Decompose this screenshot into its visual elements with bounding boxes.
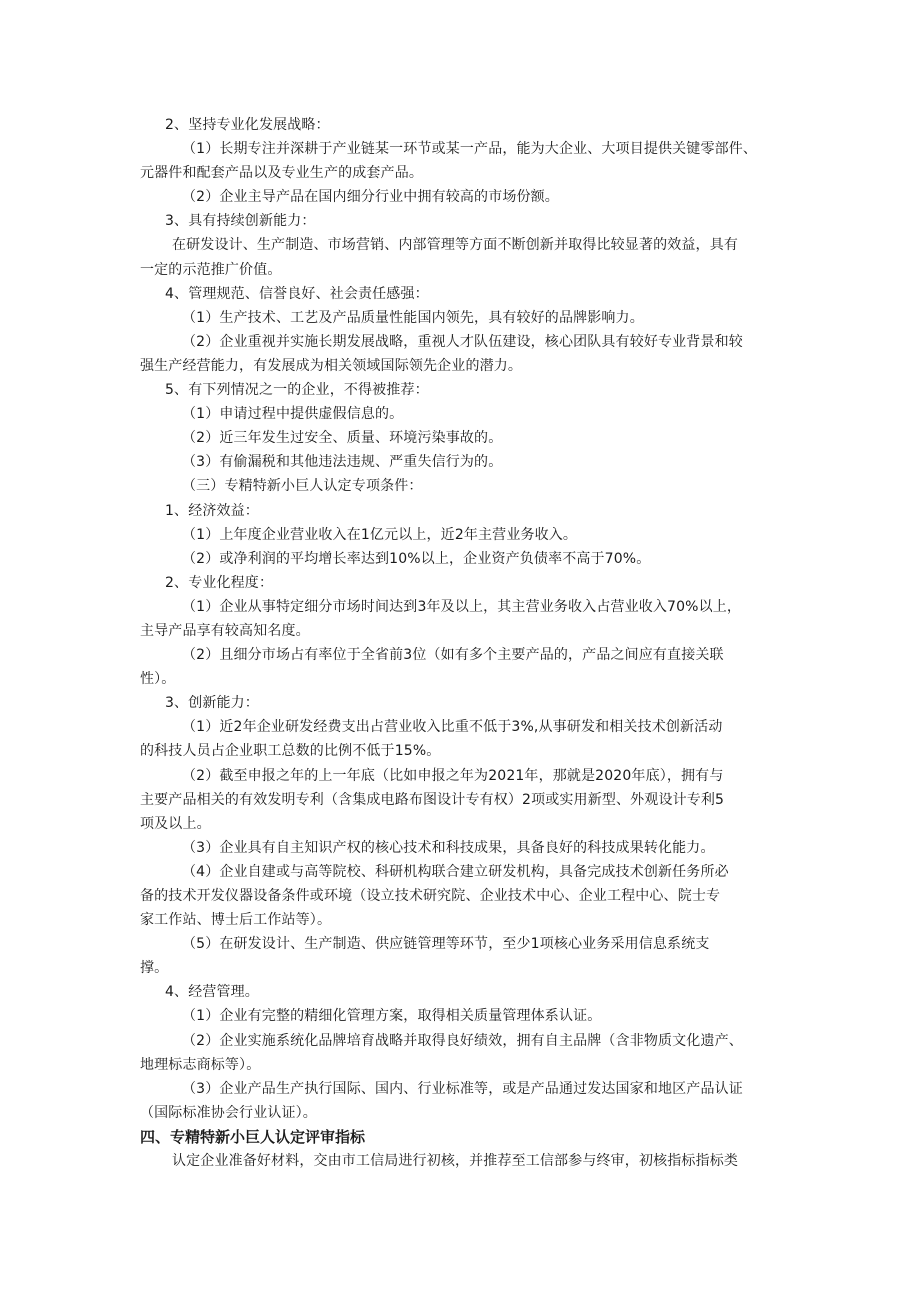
paragraph-line: 在研发设计、生产制造、市场营销、内部管理等方面不断创新并取得比较显著的效益，具有: [172, 237, 738, 254]
paragraph-line: 的科技人员占企业职工总数的比例不低于15%。: [140, 743, 441, 760]
paragraph-line: 元器件和配套产品以及专业生产的成套产品。: [140, 165, 423, 182]
paragraph-line: 主导产品享有较高知名度。: [140, 622, 310, 639]
paragraph-line: 主要产品相关的有效发明专利（含集成电路布图设计专有权）2项或实用新型、外观设计专利5: [140, 791, 725, 808]
paragraph-line: 5、有下列情况之一的企业，不得被推荐：: [165, 382, 429, 399]
paragraph-line: （三）专精特新小巨人认定专项条件：: [182, 478, 423, 495]
paragraph-line: （2）企业实施系统化品牌培育战略并取得良好绩效，拥有自主品牌（含非物质文化遗产、: [182, 1032, 743, 1049]
section-heading: 四、专精特新小巨人认定评审指标: [140, 1127, 366, 1146]
paragraph-line: （1）上年度企业营业收入在1亿元以上，近2年主营业务收入。: [182, 526, 578, 543]
paragraph-line: （1）近2年企业研发经费支出占营业收入比重不低于3%,从事研发和相关技术创新活动: [182, 719, 723, 736]
paragraph-line: （1）生产技术、工艺及产品质量性能国内领先，具有较好的品牌影响力。: [182, 309, 644, 326]
paragraph-line: （2）且细分市场占有率位于全省前3位（如有多个主要产品的，产品之间应有直接关联: [182, 647, 724, 664]
paragraph-line: （1）企业从事特定细分市场时间达到3年及以上，其主营业务收入占营业收入70%以上，: [182, 598, 742, 615]
paragraph-line: （3）有偷漏税和其他违法违规、严重失信行为的。: [182, 454, 503, 471]
paragraph-line: （2）截至申报之年的上一年底（比如申报之年为2021年，那就是2020年底），拥有与: [182, 767, 724, 784]
paragraph-line: 2、坚持专业化发展战略：: [165, 117, 330, 133]
paragraph-line: 撑。: [140, 960, 169, 977]
paragraph-line: （3）企业产品生产执行国际、国内、行业标准等，或是产品通过发达国家和地区产品认证: [182, 1080, 743, 1097]
paragraph-line: （2）近三年发生过安全、质量、环境污染事故的。: [182, 430, 503, 447]
paragraph-line: 地理标志商标等）。: [140, 1056, 261, 1073]
paragraph-line: （5）在研发设计、生产制造、供应链管理等环节，至少1项核心业务采用信息系统支: [182, 936, 710, 953]
paragraph-line: 1、经济效益：: [165, 502, 259, 519]
paragraph-line: （1）长期专注并深耕于产业链某一环节或某一产品，能为大企业、大项目提供关键零部件、: [182, 141, 758, 158]
paragraph-line: （1）申请过程中提供虚假信息的。: [182, 406, 404, 423]
paragraph-line: （4）企业自建或与高等院校、科研机构联合建立研发机构，具备完成技术创新任务所必: [182, 863, 729, 880]
document-body: [0, 113, 920, 1173]
paragraph-line: （2）企业主导产品在国内细分行业中拥有较高的市场份额。: [182, 189, 559, 206]
paragraph-line: 备的技术开发仪器设备条件或环境（设立技术研究院、企业技术中心、企业工程中心、院士专: [140, 888, 721, 904]
paragraph-line: （3）企业具有自主知识产权的核心技术和科技成果，具备良好的科技成果转化能力。: [182, 839, 715, 856]
paragraph-line: 一定的示范推广价值。: [140, 261, 282, 278]
paragraph-line: （2）企业重视并实施长期发展战略，重视人才队伍建设，核心团队具有较好专业背景和较: [182, 333, 743, 350]
paragraph-line: 2、专业化程度：: [165, 574, 274, 591]
paragraph-line: 3、具有持续创新能力：: [165, 213, 316, 230]
paragraph-line: （国际标准协会行业认证）。: [140, 1104, 317, 1121]
paragraph-line: 4、管理规范、信誉良好、社会责任感强：: [165, 285, 429, 302]
paragraph-line: 4、经营管理。: [165, 984, 259, 1001]
paragraph-line: 性）。: [140, 671, 176, 688]
paragraph-line: 家工作站、博士后工作站等）。: [140, 912, 332, 929]
paragraph-line: 认定企业准备好材料，交由市工信局进行初核，并推荐至工信部参与终审，初核指标指标类: [172, 1153, 738, 1170]
paragraph-line: （2）或净利润的平均增长率达到10%以上，企业资产负债率不高于70%。: [182, 550, 651, 567]
paragraph-line: 强生产经营能力，有发展成为相关领域国际领先企业的潜力。: [140, 357, 523, 374]
paragraph-line: 3、创新能力：: [165, 695, 259, 712]
paragraph-line: （1）企业有完整的精细化管理方案，取得相关质量管理体系认证。: [182, 1008, 602, 1025]
paragraph-line: 项及以上。: [140, 815, 211, 832]
